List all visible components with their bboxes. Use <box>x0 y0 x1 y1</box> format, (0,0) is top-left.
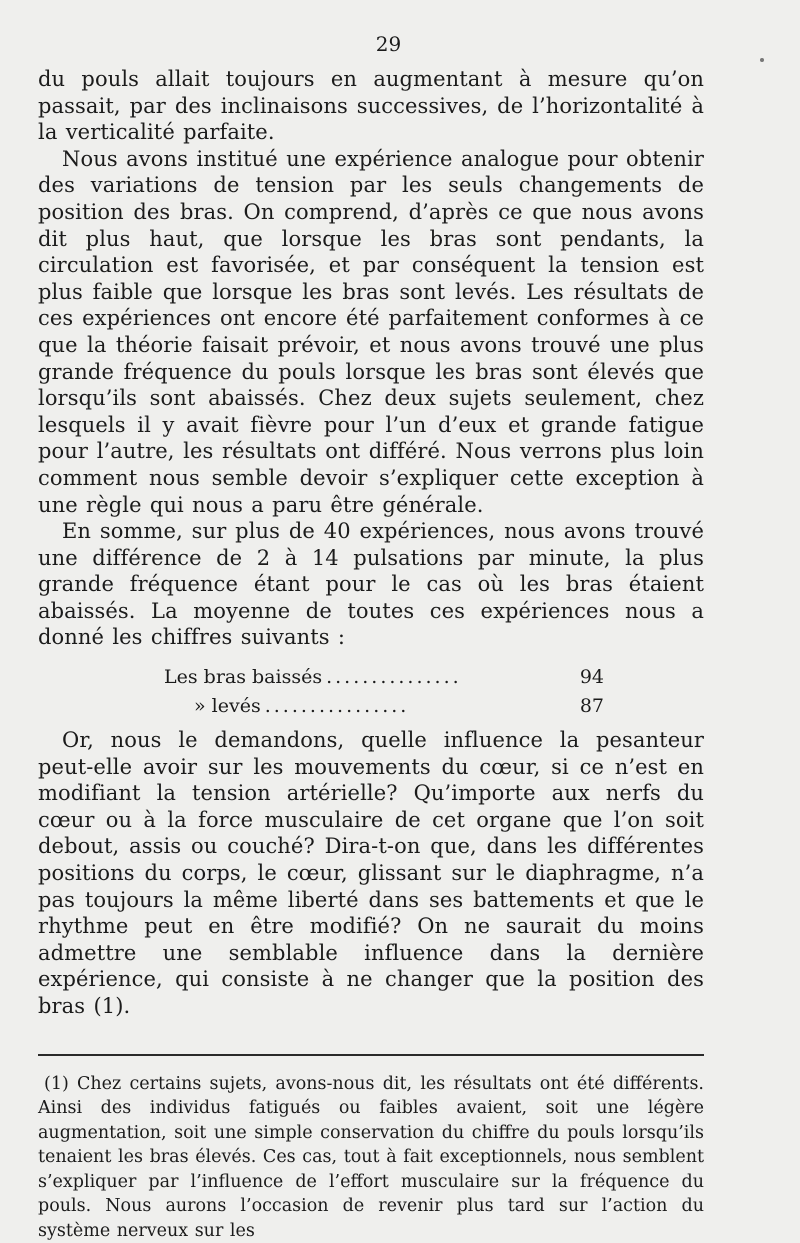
leader-dots: ................ <box>264 695 410 718</box>
row-value: 94 <box>579 666 604 689</box>
pulse-table <box>38 663 704 721</box>
footnote: (1) Chez certains sujets, avons-nous dit, les résultats ont été différents. Ainsi des individus fatigués ou faibles avaient, soit une légère augmentation, soit une simple conservation du chiffre du pouls lorsqu’ils tenaient les bras élevés. Ces cas, tout à fait exceptionnels, nous semblent s’expliquer par l’influence de l’effort musculaire sur la fréquence du pouls. Nous aurons l’occasion de revenir plus tard sur l’action du système nerveux sur les <box>38 1073 704 1241</box>
paragraph-argument: Or, nous le demandons, quelle influence la pesanteur peut-elle avoir sur les mouvements du cœur, si ce n’est en modifiant la tension artérielle? Qu’importe aux nerfs du cœur ou à la force musculaire de cet organe que l’on soit debout, assis ou couché? Dira-t-on que, dans les différentes positions du corps, le cœur, glissant sur le diaphragme, n’a pas toujours la même liberté dans ses battements et que le rhythme peut en être modifié? On ne saurait du moins admettre une semblable influence dans la dernière expérience, qui consiste à ne changer que la position des bras (1). <box>38 728 704 1018</box>
row-value: 87 <box>579 695 604 718</box>
page-number: 29 <box>375 32 402 56</box>
paragraph-summary: En somme, sur plus de 40 expériences, nous avons trouvé une différence de 2 à 14 pulsations par minute, la plus grande fréquence étant pour le cas où les bras étaient abaissés. La moyenne de toutes ces expériences nous a donné les chiffres suivants : <box>38 519 704 650</box>
table-row-arms-lowered <box>164 663 604 692</box>
paragraph-arm-experiment: Nous avons institué une expérience analogue pour obtenir des variations de tension par les seuls changements de position des bras. On comprend, d’après ce que nous avons dit plus haut, que lorsque les bras sont pendants, la circulation est favorisée, et par conséquent la tension est plus faible que lorsque les bras sont levés. Les résultats de ces expériences ont encore été parfaitement conformes à ce que la théorie faisait prévoir, et nous avons trouvé une plus grande fréquence du pouls lorsque les bras sont élevés que lorsqu’ils sont abaissés. Chez deux sujets seulement, chez lesquels il y avait fièvre pour l’un d’eux et grande fatigue pour l’autre, les résultats ont différé. Nous verrons plus loin comment nous semble devoir s’expliquer cette exception à une règle qui nous a paru être générale. <box>38 146 704 517</box>
paragraph-continuation: du pouls allait toujours en augmentant à mesure qu’on passait, par des inclinaisons successives, de l’horizontalité à la verticalité parfaite. <box>38 67 704 145</box>
margin-speck <box>760 58 764 62</box>
leader-dots: ............... <box>326 666 462 689</box>
row-label: » levés <box>194 695 261 718</box>
row-label: Les bras baissés <box>164 666 323 689</box>
footnote-separator <box>38 1054 704 1056</box>
table-row-arms-raised <box>164 692 604 721</box>
